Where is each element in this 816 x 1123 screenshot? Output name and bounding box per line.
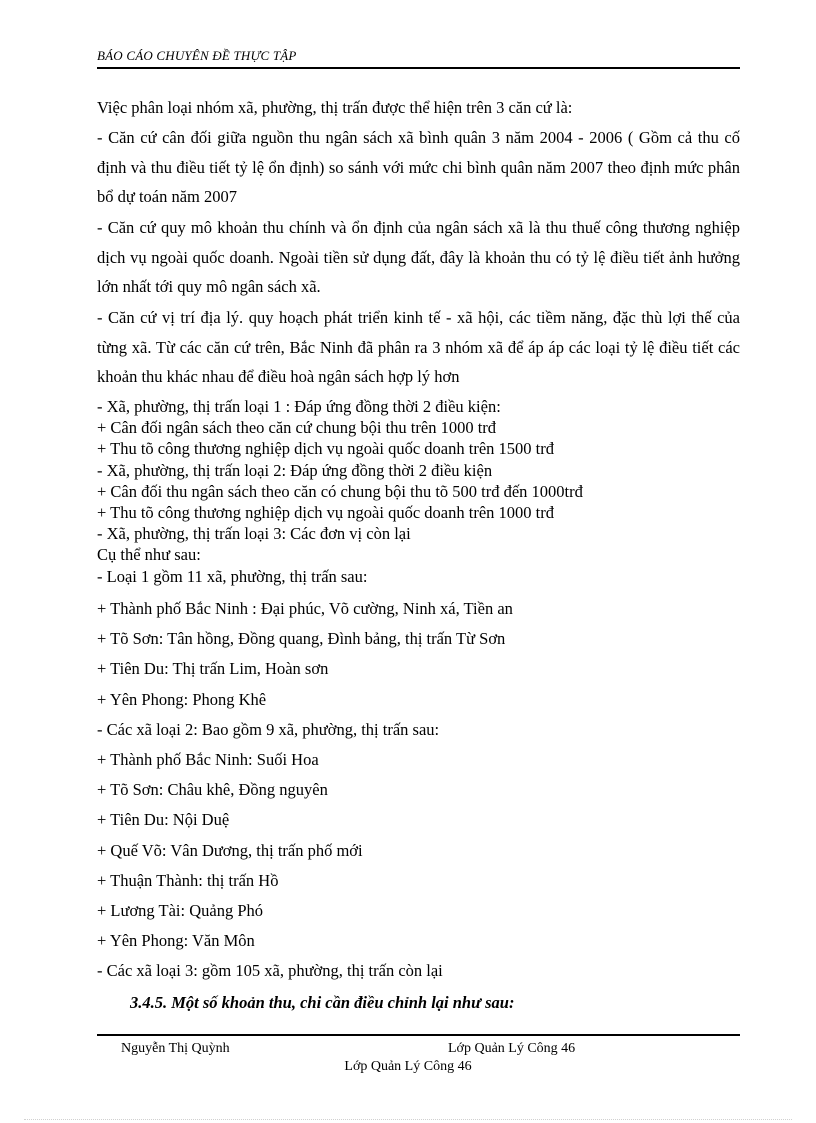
footer-rule <box>97 1034 740 1036</box>
criteria-line: + Thu tõ công thương nghiệp dịch vụ ngoài quốc doanh trên 1000 trđ <box>97 503 554 523</box>
criteria-line: - Xã, phường, thị trấn loại 1 : Đáp ứng đồng thời 2 điều kiện: <box>97 397 501 416</box>
page-header-title: BÁO CÁO CHUYÊN ĐỀ THỰC TẬP <box>97 48 297 63</box>
list-item: + Lương Tài: Quảng Phó <box>97 901 263 921</box>
list-item: + Tõ Sơn: Tân hồng, Đồng quang, Đình bảng, thị trấn Từ Sơn <box>97 629 506 649</box>
criteria-line: - Xã, phường, thị trấn loại 3: Các đơn vị còn lại <box>97 524 411 544</box>
intro-paragraph-3: - Căn cứ quy mô khoản thu chính và ổn định của ngân sách xã là thu thuế công thương nghiệp dịch vụ ngoài quốc doanh. Ngoài tiền sử dụng đất, đây là khoản thu có tỷ lệ điều tiết ảnh hưởng lớn nhất tới quy mô ngân sách xã. <box>97 218 740 296</box>
footer-class: Lớp Quản Lý Công 46 <box>448 1041 576 1056</box>
list-item: + Tõ Sơn: Châu khê, Đồng nguyên <box>97 780 328 800</box>
list-item: + Thành phố Bắc Ninh : Đại phúc, Võ cường, Ninh xá, Tiền an <box>97 599 513 618</box>
header-rule <box>97 67 740 69</box>
footer-author: Nguyễn Thị Quỳnh <box>121 1041 230 1056</box>
section-heading: 3.4.5. Một số khoản thu, chi cần điều chỉnh lại như sau: <box>130 993 515 1012</box>
criteria-line: Cụ thể như sau: <box>97 545 201 565</box>
footer-class-repeat: Lớp Quản Lý Công 46 <box>344 1059 472 1074</box>
intro-paragraph-2: - Căn cứ cân đối giữa nguồn thu ngân sách xã bình quân 3 năm 2004 - 2006 ( Gồm cả thu cố định và thu điều tiết tỷ lệ ổn định) so sánh với mức chi bình quân năm 2007 theo định mức phân bổ dự toán năm 2007 <box>97 128 740 206</box>
page-bottom-edge <box>24 1119 792 1120</box>
criteria-line: - Xã, phường, thị trấn loại 2: Đáp ứng đồng thời 2 điều kiện <box>97 460 493 480</box>
list-item: + Yên Phong: Phong Khê <box>97 689 267 709</box>
list-item: + Yên Phong: Văn Môn <box>97 931 255 951</box>
list-item: + Thành phố Bắc Ninh: Suối Hoa <box>97 750 319 770</box>
criteria-line: + Cân đối thu ngân sách theo căn có chung bội thu tõ 500 trđ đến 1000trđ <box>97 481 583 501</box>
list-item: - Các xã loại 2: Bao gồm 9 xã, phường, thị trấn sau: <box>97 719 440 739</box>
list-item: + Quế Võ: Vân Dương, thị trấn phố mới <box>97 840 363 860</box>
criteria-line: + Cân đối ngân sách theo căn cứ chung bội thu trên 1000 trđ <box>97 418 497 438</box>
list-item: + Tiên Du: Thị trấn Lim, Hoàn sơn <box>97 659 329 679</box>
intro-paragraph-4: - Căn cứ vị trí địa lý. quy hoạch phát triển kinh tế - xã hội, các tiềm năng, đặc thù lợi thế của từng xã. Từ các căn cứ trên, Bắc Ninh đã phân ra 3 nhóm xã để áp áp các loại tỷ lệ điều tiết các khoản thu khác nhau để điều hoà ngân sách hợp lý hơn <box>97 308 740 386</box>
commune-list <box>97 594 513 987</box>
list-item: + Tiên Du: Nội Duệ <box>97 810 230 830</box>
list-item: - Các xã loại 3: gồm 105 xã, phường, thị trấn còn lại <box>97 961 443 981</box>
intro-paragraph-1: Việc phân loại nhóm xã, phường, thị trấn được thể hiện trên 3 căn cứ là: <box>97 98 573 117</box>
criteria-list <box>97 396 583 587</box>
criteria-line: + Thu tõ công thương nghiệp dịch vụ ngoài quốc doanh trên 1500 trđ <box>97 439 554 459</box>
list-item: + Thuận Thành: thị trấn Hồ <box>97 870 279 890</box>
criteria-line: - Loại 1 gồm 11 xã, phường, thị trấn sau: <box>97 566 368 586</box>
